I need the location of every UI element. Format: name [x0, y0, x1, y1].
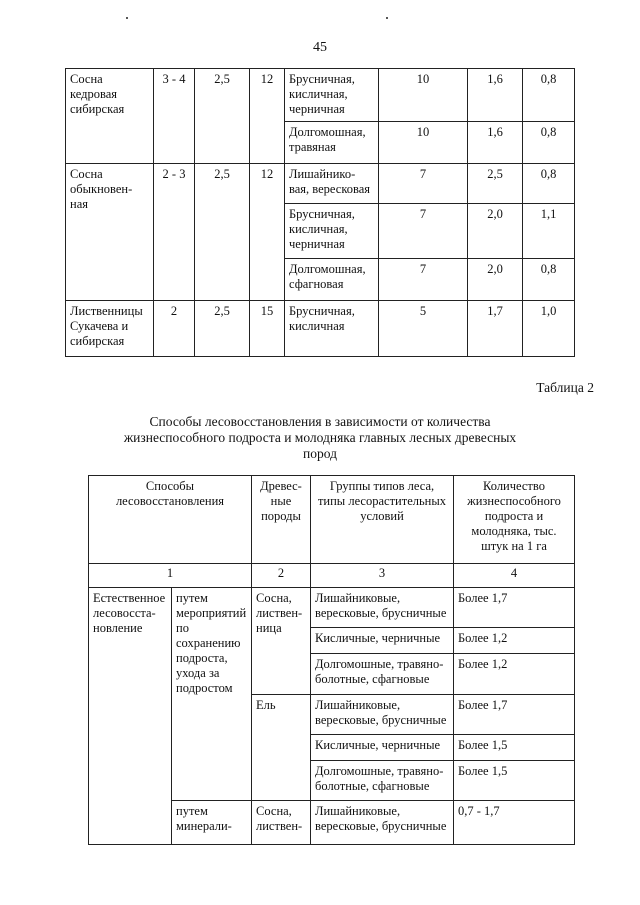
forest-type-cell: Долгомошные, травяно-болотные, сфагновые — [311, 761, 454, 801]
value-cell: 1,0 — [523, 301, 575, 357]
height-cell: 2,5 — [195, 301, 250, 357]
qty-cell: 15 — [250, 301, 285, 357]
quantity-cell: Более 1,2 — [454, 628, 575, 654]
species-cell: Лиственницы Сукачева и сибирская — [66, 301, 154, 357]
qty-cell: 12 — [250, 164, 285, 301]
quantity-cell: Более 1,2 — [454, 654, 575, 695]
forest-type-cell: Кисличные, черничные — [311, 628, 454, 654]
age-cell: 3 - 4 — [154, 69, 195, 164]
height-cell: 2,5 — [195, 164, 250, 301]
header-species: Древес-ные породы — [252, 476, 311, 564]
submethod-cell: путем мероприятий по сохранению подроста, ухода за подростом — [172, 588, 252, 801]
value-cell: 2,5 — [468, 164, 523, 204]
forest-type-cell: Лишайнико-вая, вересковая — [285, 164, 379, 204]
value-cell: 1,7 — [468, 301, 523, 357]
value-cell: 0,8 — [523, 69, 575, 122]
species-cell: Сосна, листвен- — [252, 801, 311, 845]
forest-type-cell: Кисличные, черничные — [311, 735, 454, 761]
table-row — [66, 301, 575, 357]
value-cell: 5 — [379, 301, 468, 357]
quantity-cell: Более 1,5 — [454, 735, 575, 761]
column-number-row — [89, 564, 575, 588]
forest-type-cell: Брусничная, кисличная — [285, 301, 379, 357]
forest-type-cell: Долгомошная, травяная — [285, 122, 379, 164]
value-cell: 10 — [379, 122, 468, 164]
forest-type-cell: Лишайниковые, вересковые, брусничные — [311, 801, 454, 845]
qty-cell: 12 — [250, 69, 285, 164]
species-cell: Сосна, листвен-ница — [252, 588, 311, 695]
value-cell: 0,8 — [523, 259, 575, 301]
value-cell: 2,0 — [468, 259, 523, 301]
value-cell: 10 — [379, 69, 468, 122]
forest-type-cell: Брусничная, кисличная, черничная — [285, 204, 379, 259]
forest-table-1 — [65, 68, 575, 357]
table-header-row — [89, 476, 575, 564]
species-cell: Ель — [252, 695, 311, 801]
column-number: 2 — [252, 564, 311, 588]
quantity-cell: 0,7 - 1,7 — [454, 801, 575, 845]
table-2-label: Таблица 2 — [536, 380, 594, 395]
height-cell: 2,5 — [195, 69, 250, 164]
value-cell: 1,6 — [468, 122, 523, 164]
species-cell: Сосна кедровая сибирская — [66, 69, 154, 164]
quantity-cell: Более 1,7 — [454, 588, 575, 628]
value-cell: 1,6 — [468, 69, 523, 122]
submethod-cell: путем минерали- — [172, 801, 252, 845]
value-cell: 7 — [379, 204, 468, 259]
forest-type-cell: Долгомошная, сфагновая — [285, 259, 379, 301]
forest-table-2 — [88, 475, 575, 845]
column-number: 1 — [89, 564, 252, 588]
table-2-title: Способы лесовосстановления в зависимости от количества жизнеспособного подроста и молодняка главных лесных древесных пород — [123, 414, 517, 461]
forest-type-cell: Лишайниковые, вересковые, брусничные — [311, 588, 454, 628]
value-cell: 7 — [379, 164, 468, 204]
column-number: 3 — [311, 564, 454, 588]
value-cell: 7 — [379, 259, 468, 301]
page-number: 45 — [313, 40, 327, 55]
value-cell: 2,0 — [468, 204, 523, 259]
age-cell: 2 — [154, 301, 195, 357]
header-quantity: Количество жизнеспособного подроста и молодняка, тыс. штук на 1 га — [454, 476, 575, 564]
value-cell: 0,8 — [523, 164, 575, 204]
forest-type-cell: Лишайниковые, вересковые, брусничные — [311, 695, 454, 735]
table-row — [66, 164, 575, 204]
species-cell: Сосна обыкновен-ная — [66, 164, 154, 301]
forest-type-cell: Долгомошные, травяно-болотные, сфагновые — [311, 654, 454, 695]
column-number: 4 — [454, 564, 575, 588]
age-cell: 2 - 3 — [154, 164, 195, 301]
method-cell: Естественное лесовосста-новление — [89, 588, 172, 845]
table-row — [89, 588, 575, 628]
scan-speck — [386, 17, 388, 19]
header-forest-types: Группы типов леса, типы лесорастительных условий — [311, 476, 454, 564]
table-row — [66, 69, 575, 122]
forest-type-cell: Брусничная, кисличная, черничная — [285, 69, 379, 122]
quantity-cell: Более 1,7 — [454, 695, 575, 735]
value-cell: 1,1 — [523, 204, 575, 259]
value-cell: 0,8 — [523, 122, 575, 164]
scan-speck — [126, 17, 128, 19]
header-methods: Способы лесовосстановления — [89, 476, 252, 564]
quantity-cell: Более 1,5 — [454, 761, 575, 801]
